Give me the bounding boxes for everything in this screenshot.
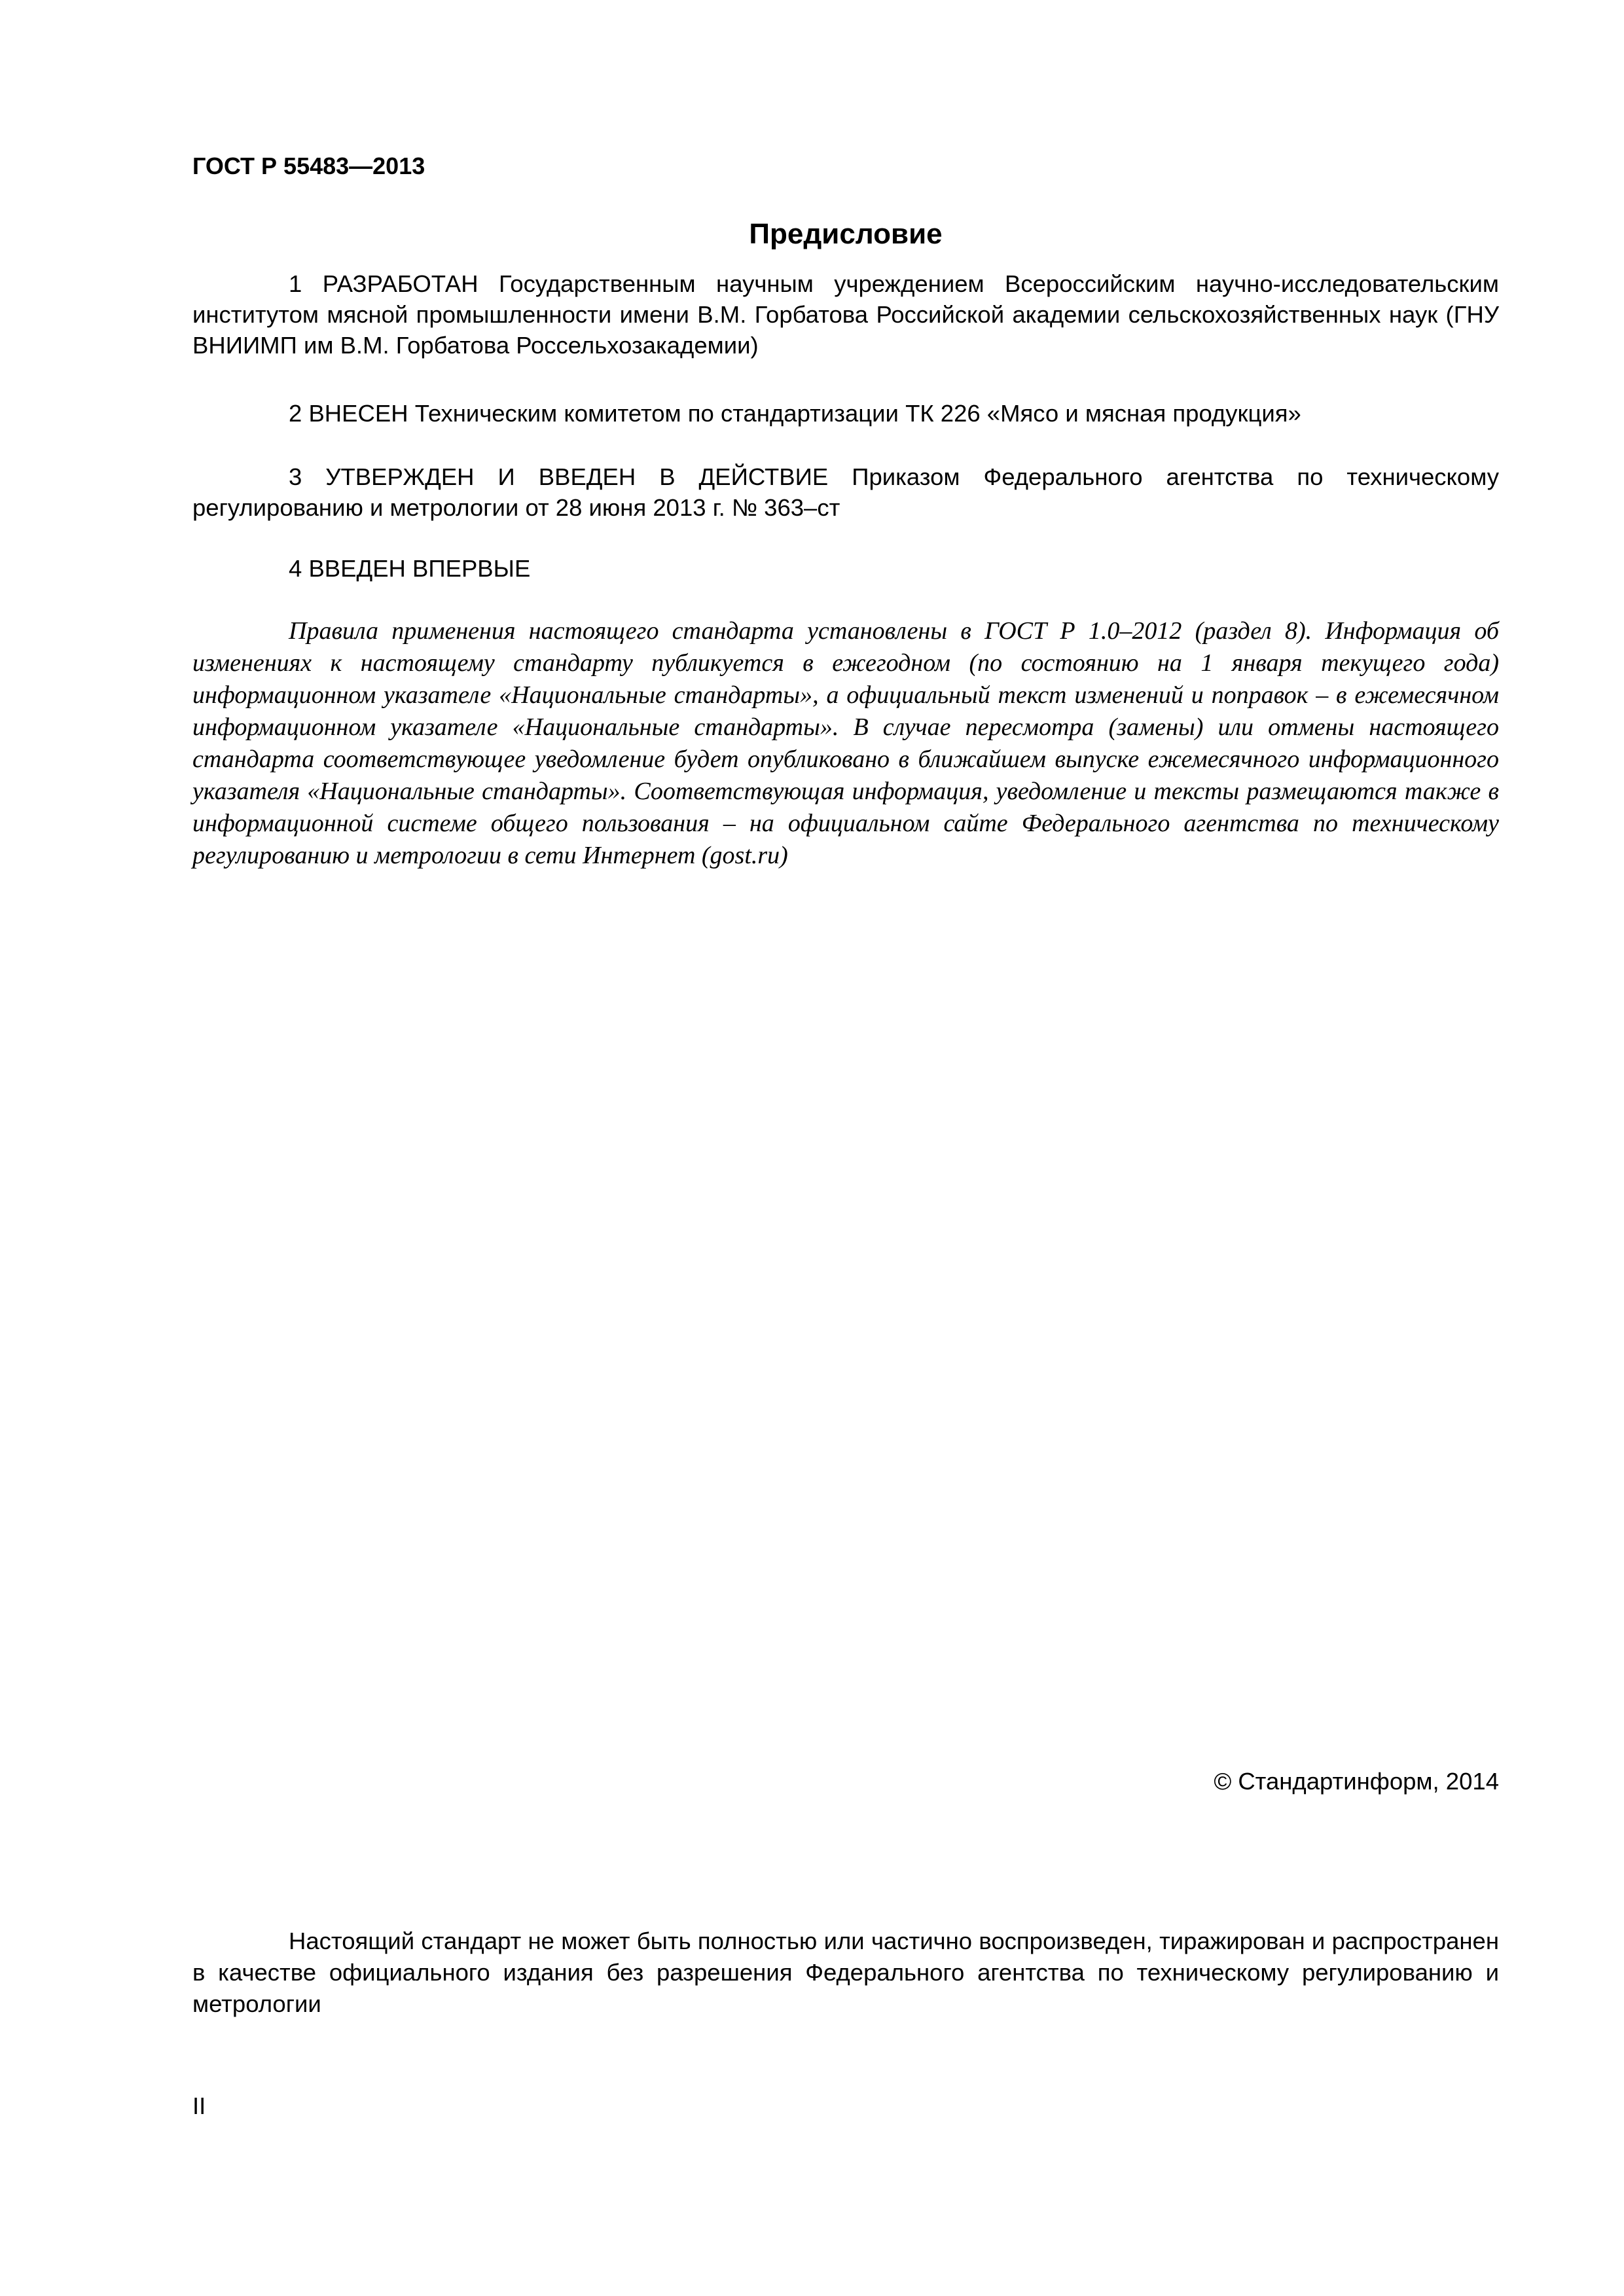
copyright-symbol: © — [1214, 1768, 1232, 1795]
preface-item-developed: 1 РАЗРАБОТАН Государственным научным учреждением Всероссийским научно-исследовательским институтом мясной промышленности имени В.М. Горбатова Российской академии сельскохозяйственных наук (ГНУ ВНИИМП им В.М. Горбатова Россельхозакадемии) — [192, 270, 1499, 359]
page-number: II — [192, 2092, 206, 2119]
reprint-notice: Настоящий стандарт не может быть полностью или частично воспроизведен, тиражирован и распространен в качестве официального издания без разрешения Федерального агентства по техническому регулированию и метрологии — [192, 1928, 1499, 2017]
section-title: Предисловие — [749, 218, 943, 250]
preface-item-first-introduced: 4 ВВЕДЕН ВПЕРВЫЕ — [289, 555, 531, 582]
preface-item-introduced: 2 ВНЕСЕН Техническим комитетом по стандартизации ТК 226 «Мясо и мясная продукция» — [289, 400, 1301, 427]
preface-item-approved: 3 УТВЕРЖДЕН И ВВЕДЕН В ДЕЙСТВИЕ Приказом Федерального агентства по техническому регулированию и метрологии от 28 июня 2013 г. № 363–ст — [192, 463, 1499, 521]
document-code: ГОСТ Р 55483—2013 — [192, 152, 425, 179]
copyright-line — [1214, 1766, 1499, 1797]
application-rules-note: Правила применения настоящего стандарта установлены в ГОСТ Р 1.0–2012 (раздел 8). Информация об изменениях к настоящему стандарту публикуется в ежегодном (по состоянию на 1 января текущего года) информационном указателе «Национальные стандарты», а официальный текст изменений и поправок – в ежемесячном информационном указателе «Национальные стандарты». В случае пересмотра (замены) или отмены настоящего стандарта соответствующее уведомление будет опубликовано в ближайшем выпуске ежемесячного информационного указателя «Национальные стандарты». Соответствующая информация, уведомление и тексты размещаются также в информационной системе общего пользования – на официальном сайте Федерального агентства по техническому регулированию и метрологии в сети Интернет (gost.ru) — [192, 617, 1499, 869]
copyright-text: Стандартинформ, 2014 — [1238, 1768, 1499, 1795]
